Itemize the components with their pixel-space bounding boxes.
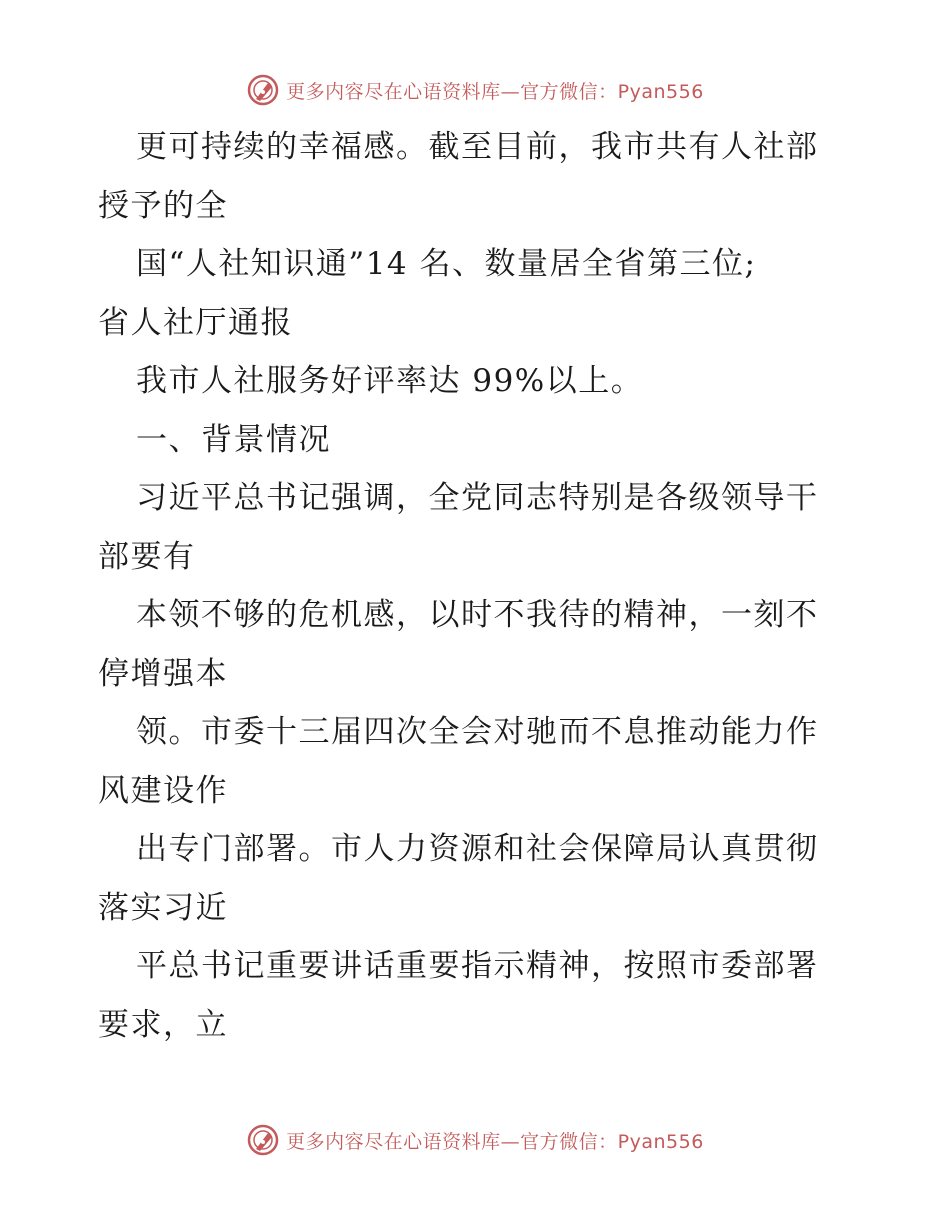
- body-line-11: 领。市委十三届四次全会对驰而不息推动能力作: [136, 714, 819, 750]
- body-line-13: 出专门部署。市人力资源和社会保障局认真贯彻: [136, 831, 819, 867]
- pen-nib-logo-icon: [246, 1123, 280, 1157]
- body-line-7: 习近平总书记强调，全党同志特别是各级领导干: [136, 480, 819, 516]
- body-line-4: 省人社厅通报: [98, 304, 293, 341]
- header-banner-text: 更多内容尽在心语资料库—官方微信：Pyan556: [286, 80, 704, 103]
- footer-watermark-banner: [0, 1120, 950, 1160]
- footer-banner-text: 更多内容尽在心语资料库—官方微信：Pyan556: [286, 1130, 704, 1153]
- body-line-3: 国“人社知识通”14 名、数量居全省第三位;: [136, 246, 757, 282]
- body-line-8: 部要有: [98, 538, 196, 575]
- body-line-9: 本领不够的危机感，以时不我待的精神，一刻不: [136, 597, 819, 633]
- body-line-10: 停增强本: [98, 655, 228, 692]
- body-line-12: 风建设作: [98, 772, 228, 809]
- footer-wechat-id: Pyan556: [617, 1130, 704, 1153]
- body-line-2: 授予的全: [98, 187, 228, 224]
- header-wechat-id: Pyan556: [617, 80, 704, 103]
- document-body: [98, 118, 858, 1054]
- body-line-16: 要求，立: [98, 1006, 228, 1043]
- header-watermark-banner: [0, 70, 950, 110]
- body-line-15: 平总书记重要讲话重要指示精神，按照市委部署: [136, 948, 819, 984]
- body-line-1: 更可持续的幸福感。截至目前，我市共有人社部: [136, 129, 819, 165]
- pen-nib-logo-icon: [246, 73, 280, 107]
- body-line-5: 我市人社服务好评率达 99%以上。: [136, 363, 644, 399]
- section-heading-background: 一、背景情况: [136, 421, 331, 458]
- body-line-14: 落实习近: [98, 889, 228, 926]
